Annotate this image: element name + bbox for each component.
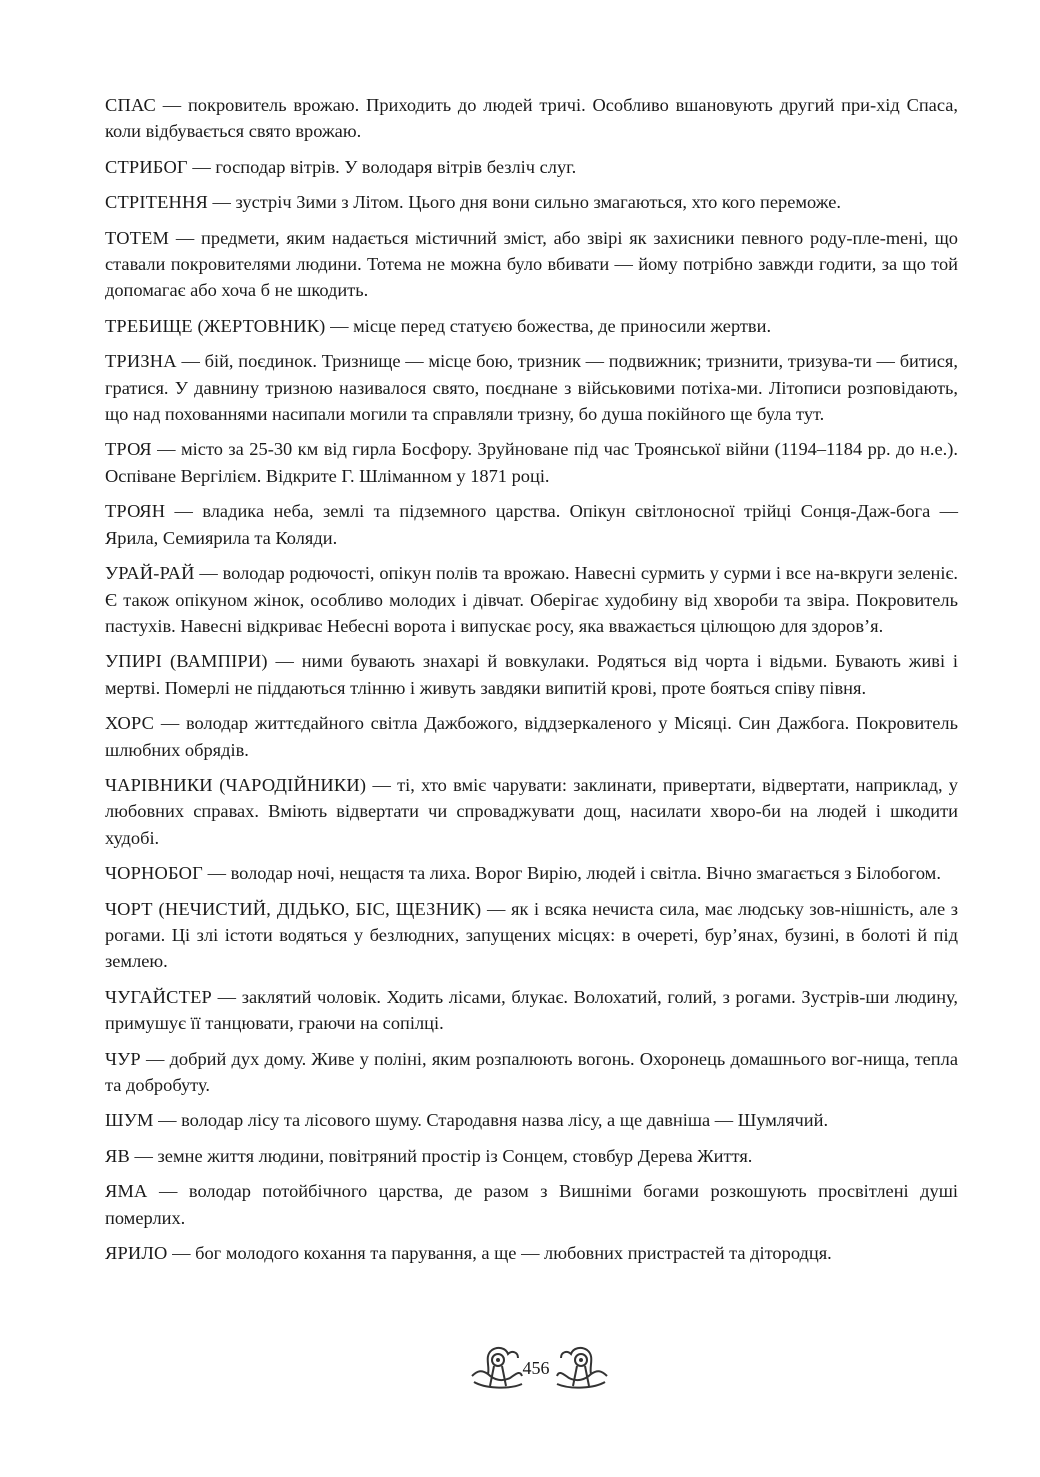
entry-term: ЧОРТ (НЕЧИСТИЙ, ДІДЬКО, БІС, ЩЕЗНИК) — [105, 898, 482, 919]
glossary-entry — [105, 436, 958, 489]
entry-term: ТРИЗНА — [105, 351, 177, 372]
glossary-entry — [105, 348, 958, 427]
entry-separator: — — [366, 774, 398, 795]
entry-definition: заклятий чоловік. Ходить лісами, блукає. Волохатий, голий, з рогами. Зустрів-ши людину, примушує її танцювати, граючи на сопілці. — [105, 986, 958, 1034]
entry-separator: — — [155, 95, 188, 115]
entry-separator: — — [165, 501, 203, 522]
glossary-entry — [105, 1107, 958, 1133]
glossary-entry — [105, 860, 958, 886]
entry-term: ЯВ — [105, 1145, 130, 1166]
entry-term: ТРОЯН — [105, 501, 166, 522]
entry-separator: — — [325, 315, 354, 336]
entry-definition: владика неба, землі та підземного царства. Опікун світлоносної трійці Сонця-Даж-бога — Ярила, Семиярила та Коляди. — [105, 501, 958, 548]
glossary-entry — [105, 1240, 958, 1266]
entry-definition: як і всяка нечиста сила, має людську зов-нішність, але з рогами. Ці злі істоти водяться у безлюдних, запущених місцях: в очереті, бур’янах, бузині, в болоті й під землею. — [105, 898, 959, 972]
entry-separator: — — [176, 351, 205, 372]
entry-definition: володар потойбічного царства, де разом з Вишніми богами розкошують просвітлені душі померлих. — [105, 1181, 958, 1228]
entry-term: УПИРІ (ВАМПІРИ) — [105, 651, 268, 672]
glossary-entry — [105, 560, 958, 639]
entry-separator: — — [267, 651, 302, 672]
entry-term: УРАЙ-РАЙ — [105, 563, 195, 584]
entry-definition: володар життєдайного світла Дажбожого, віддзеркаленого у Місяці. Син Дажбога. Покровитель шлюбних обрядів. — [105, 713, 958, 760]
entry-separator: — — [187, 156, 216, 177]
glossary-entry — [105, 1143, 958, 1169]
entry-separator: — — [207, 192, 236, 213]
entry-definition: господар вітрів. У володаря вітрів безліч слуг. — [215, 156, 577, 177]
entry-term: СПАС — [105, 95, 156, 115]
entry-definition: місто за 25-30 км від гирла Босфору. Зруйноване під час Троянської війни (1194–1184 рр. до н.е.). Оспіване Вергілієм. Відкрите Г. Шліманном у 1871 році. — [105, 439, 958, 486]
glossary-entry — [105, 189, 958, 215]
glossary-entry — [105, 154, 958, 180]
glossary-list — [105, 92, 958, 1266]
entry-separator: — — [140, 1048, 170, 1069]
glossary-entry — [105, 225, 958, 304]
entry-term: ЧУР — [105, 1048, 141, 1069]
glossary-entry — [105, 498, 958, 551]
glossary-entry — [105, 1178, 958, 1231]
glossary-entry — [105, 1046, 958, 1099]
entry-separator: — — [147, 1181, 189, 1202]
entry-definition: земне життя людини, повітряний простір із Сонцем, стовбур Дерева Життя. — [157, 1145, 753, 1166]
glossary-entry — [105, 92, 958, 145]
page-footer — [0, 1330, 1040, 1400]
entry-definition: покровитель врожаю. Приходить до людей тричі. Особливо вшановують другий при-хід Спаса, коли відбувається свято врожаю. — [105, 95, 958, 142]
entry-term: ТРОЯ — [105, 439, 152, 460]
entry-term: ЯРИЛО — [105, 1243, 168, 1264]
entry-definition: зустріч Зими з Літом. Цього дня вони сильно змагаються, хто кого переможе. — [235, 192, 841, 213]
entry-term: ТОТЕМ — [105, 227, 170, 248]
entry-separator: — — [129, 1145, 158, 1166]
entry-term: ЯМА — [105, 1181, 148, 1202]
entry-separator: — — [154, 713, 186, 734]
glossary-entry — [105, 710, 958, 763]
entry-definition: володар родючості, опікун полів та врожаю. Навесні сурмить у сурми і все на-вкруги зеленіє. Є також опікуном жінок, особливо молодих і дівчат. Оберігає худобину від хвороби та звіра. Покровитель пастухів. Навесні відкриває Небесні ворота і випускає росу, яка вважається цілющою для здоров’я. — [105, 563, 958, 636]
entry-definition: бог молодого кохання та парування, а ще — любовних пристрастей та дітородця. — [195, 1243, 832, 1264]
glossary-entry — [105, 896, 958, 975]
entry-separator: — — [211, 986, 242, 1007]
entry-definition: предмети, яким надається містичний зміст, або звірі як захисники певного роду-пле-mені, що ставали покровителями людини. Тотема не можна було вбивати — йому потрібно завжди годити, за що той допомагає або хоча б не шкодить. — [105, 227, 959, 301]
entry-term: СТРІТЕННЯ — [105, 192, 208, 213]
entry-separator: — — [153, 1110, 182, 1131]
entry-definition: володар лісу та лісового шуму. Стародавня назва лісу, а ще давніша — Шумлячий. — [181, 1110, 829, 1131]
entry-definition: добрий дух дому. Живе у поліні, яким розпалюють вогонь. Охоронець домашнього вог-нища, тепла та добробуту. — [105, 1048, 958, 1095]
page-number: 456 — [522, 1358, 550, 1378]
entry-separator: — — [169, 227, 202, 248]
dictionary-page — [105, 92, 958, 1275]
entry-separator: — — [202, 863, 231, 884]
entry-definition: ними бувають знахарі й вовкулаки. Родяться від чорта і відьми. Бувають живі і мертві. Померлі не піддаються тлінню і живуть завдяки випитій крові, проте бояться співу півня. — [105, 651, 959, 698]
entry-separator: — — [481, 898, 512, 919]
entry-definition: бій, поєдинок. Тризнище — місце бою, тризник — подвижник; тризнити, тризува-ти — битися, гратися. У давнину тризною називалося свято, поєднане з військовими потіха-ми. Літописи розповідають, що над похованнями насипали могили та справляли тризну, бо душа покійного ще була тут. — [105, 351, 958, 425]
entry-term: ШУМ — [105, 1110, 154, 1131]
entry-term: ХОРС — [105, 713, 155, 734]
entry-definition: володар ночі, нещастя та лиха. Ворог Вирію, людей і світла. Вічно змагається з Білобогом. — [230, 863, 941, 884]
entry-term: ЧОРНОБОГ — [105, 863, 203, 884]
entry-term: ТРЕБИЩЕ (ЖЕРТОВНИК) — [105, 315, 326, 336]
glossary-entry — [105, 313, 958, 339]
entry-separator: — — [194, 563, 223, 584]
glossary-entry — [105, 648, 958, 701]
glossary-entry — [105, 772, 958, 851]
entry-term: СТРИБОГ — [105, 156, 188, 177]
entry-definition: ті, хто вміє чарувати: заклинати, привертати, відвертати, наприклад, у любовних справах. Вміють відвертати чи спроваджувати дощ, насилати хворо-би на людей і шкодити худобі. — [105, 774, 958, 848]
dragon-ornament-icon — [551, 1330, 615, 1394]
glossary-entry — [105, 984, 958, 1037]
entry-separator: — — [167, 1243, 196, 1264]
entry-definition: місце перед статуєю божества, де приносили жертви. — [353, 315, 772, 336]
entry-term: ЧАРІВНИКИ (ЧАРОДІЙНИКИ) — [105, 774, 367, 795]
entry-separator: — — [151, 439, 182, 460]
entry-term: ЧУГАЙСТЕР — [105, 986, 212, 1007]
